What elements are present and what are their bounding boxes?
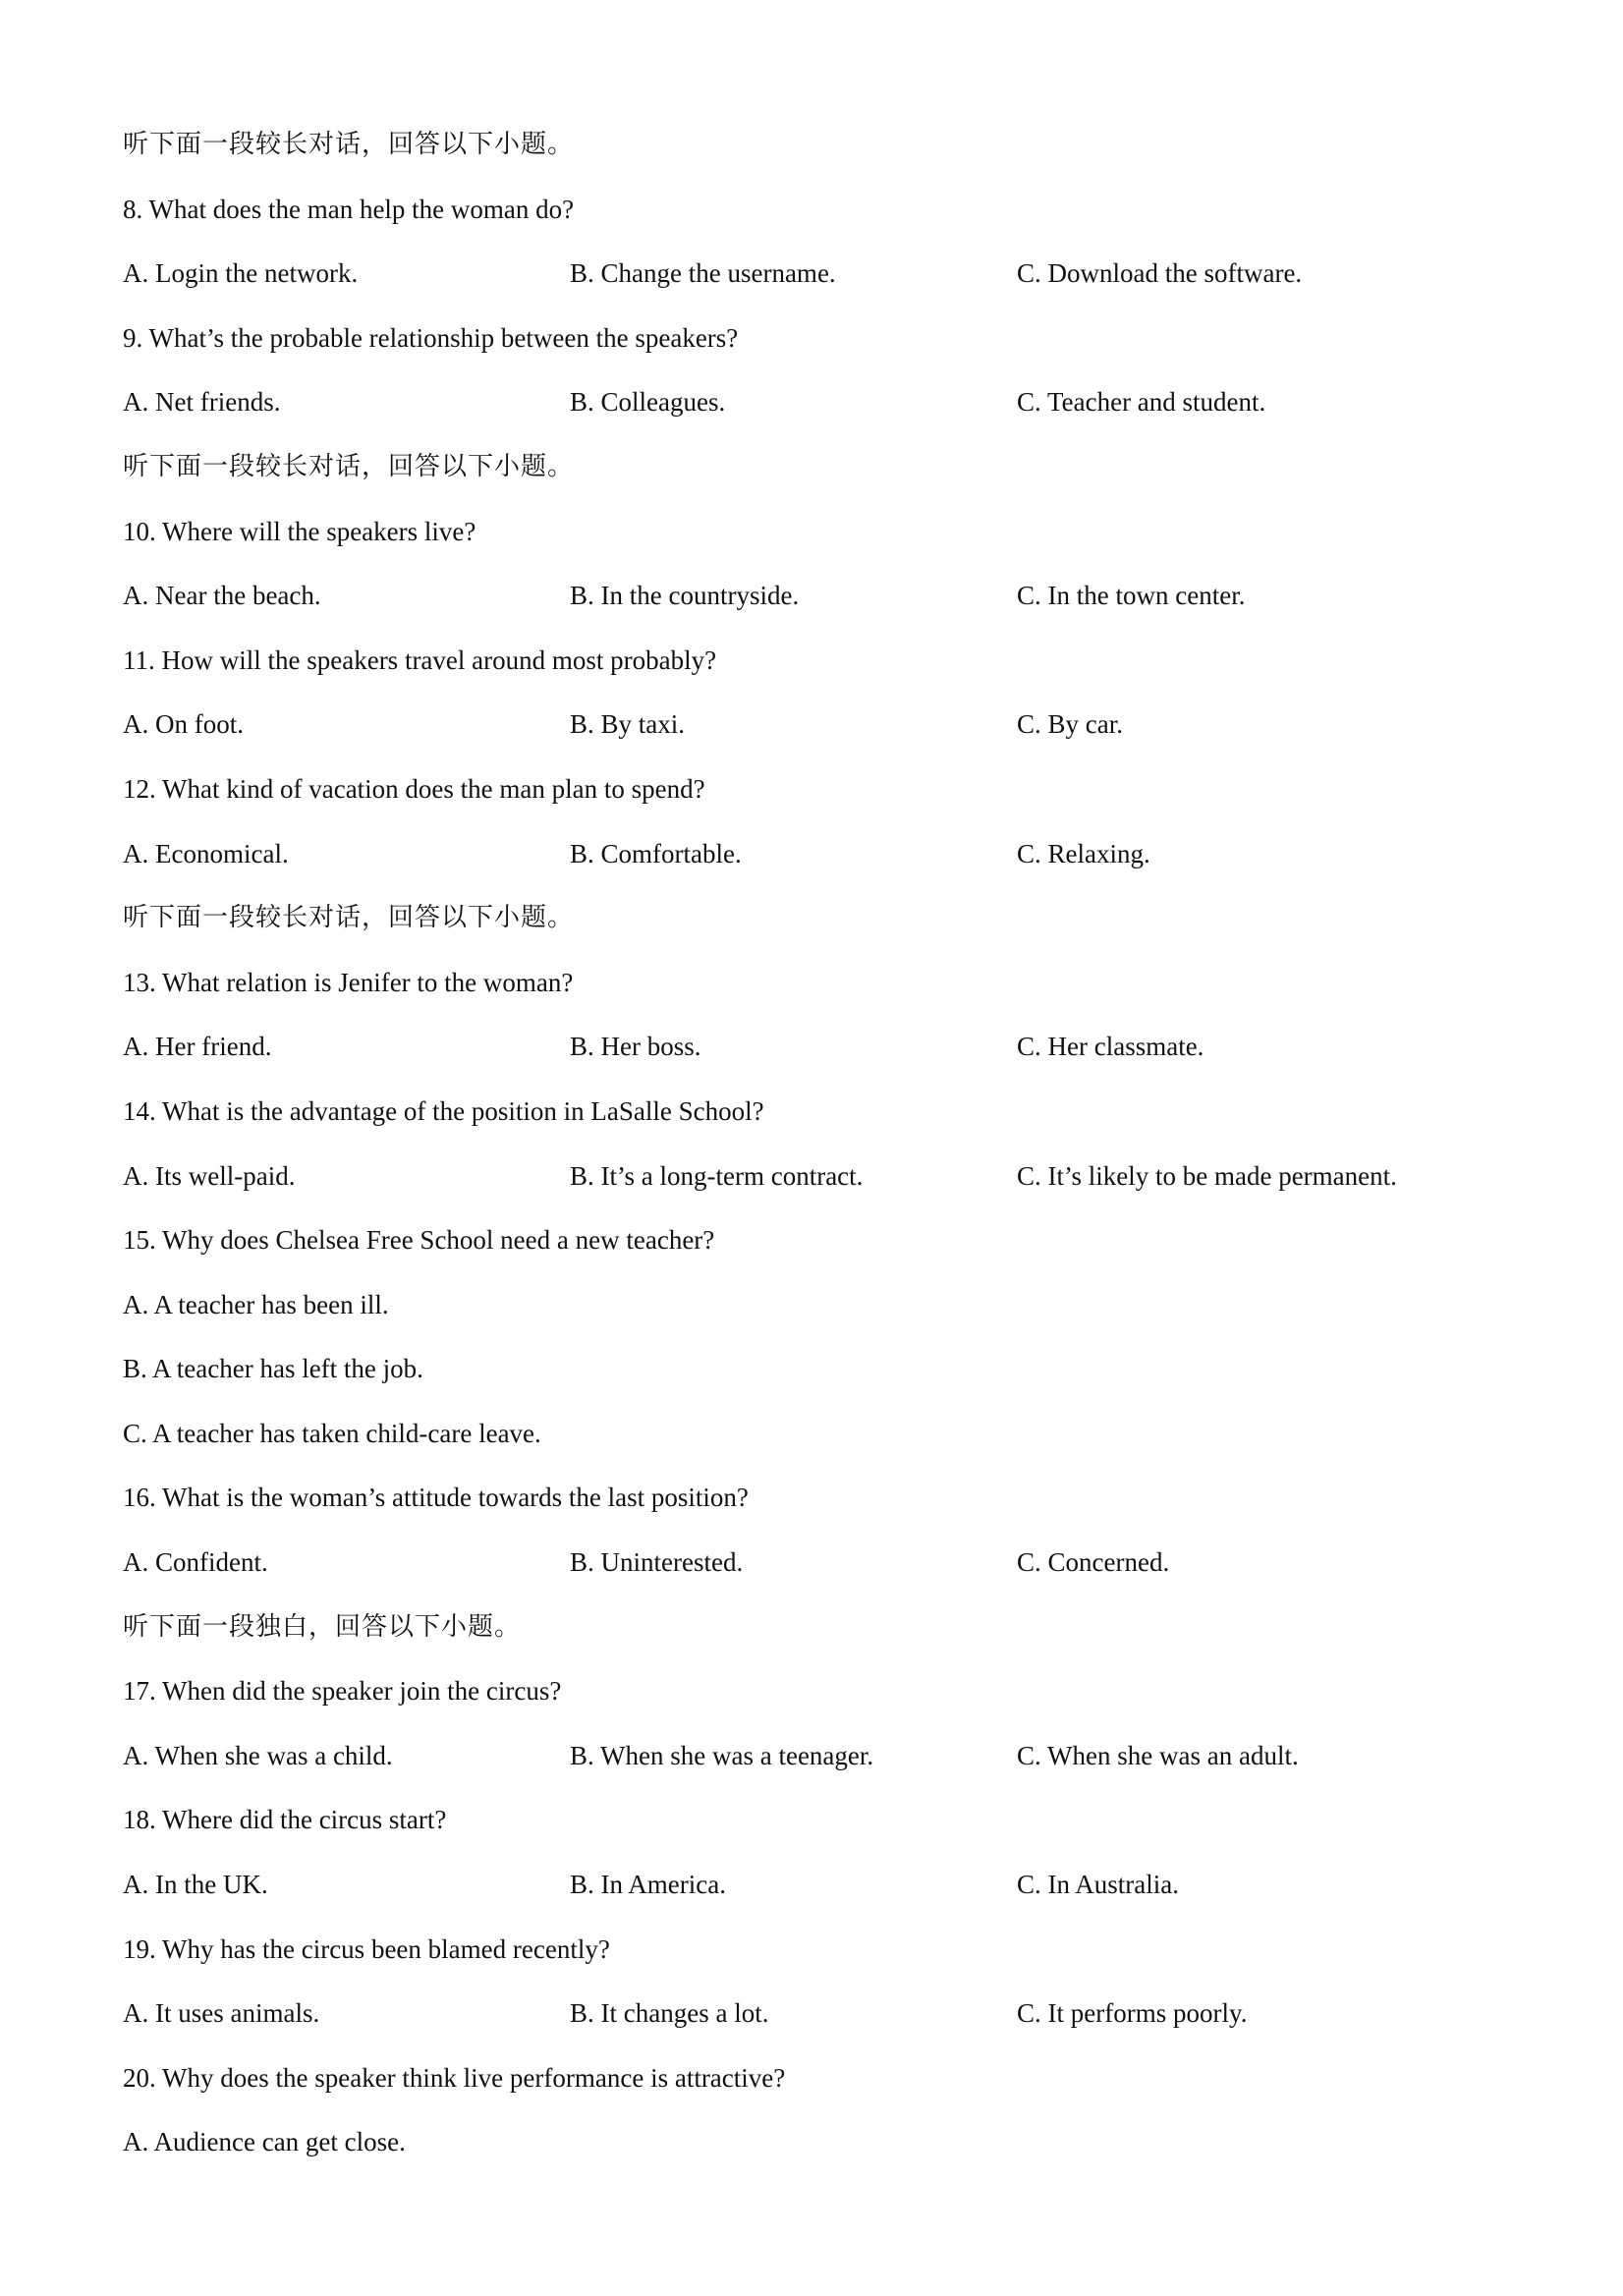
answer-option: B. By taxi.: [570, 709, 686, 740]
answer-options-row: [123, 1540, 1498, 1604]
answer-option: B. In the countryside.: [570, 581, 800, 611]
answer-options-row: [123, 251, 1498, 315]
answer-option: C. Concerned.: [1017, 1547, 1170, 1578]
answer-option: A. It uses animals.: [123, 1998, 320, 2029]
answer-option: B. It changes a lot.: [570, 1998, 769, 2029]
answer-option: C. In the town center.: [1017, 581, 1246, 611]
answer-option: B. Change the username.: [570, 258, 836, 289]
question-stem: 10. Where will the speakers live?: [123, 516, 476, 546]
answer-options-row: [123, 379, 1498, 444]
answer-option: B. In America.: [570, 1870, 726, 1900]
question-stem: 9. What’s the probable relationship between the speakers?: [123, 322, 739, 353]
answer-option: A. In the UK.: [123, 1870, 268, 1900]
answer-option: C. When she was an adult.: [1017, 1740, 1299, 1770]
section-instruction: 听下面一段较长对话，回答以下小题。: [123, 903, 575, 933]
answer-options-row: [123, 831, 1498, 896]
answer-option: B. It’s a long-term contract.: [570, 1160, 864, 1191]
answer-option: C. Relaxing.: [1017, 838, 1150, 868]
answer-option: B. Uninterested.: [570, 1547, 744, 1578]
question-stem: 20. Why does the speaker think live performance is attractive?: [123, 2062, 786, 2093]
answer-option: B. Comfortable.: [570, 838, 742, 868]
answer-options-row: [123, 1733, 1498, 1798]
question-stem: 19. Why has the circus been blamed recently?: [123, 1933, 610, 1964]
answer-option: A. Confident.: [123, 1547, 268, 1578]
question-stem: 13. What relation is Jenifer to the woman?: [123, 967, 574, 997]
answer-option: C. Teacher and student.: [1017, 387, 1266, 418]
answer-option: A. A teacher has been ill.: [123, 1289, 389, 1319]
answer-option: B. Colleagues.: [570, 387, 726, 418]
answer-option: A. When she was a child.: [123, 1740, 393, 1770]
answer-option: A. Net friends.: [123, 387, 281, 418]
exam-page: [123, 122, 1498, 2184]
answer-option: C. Her classmate.: [1017, 1032, 1204, 1062]
answer-option: C. It performs poorly.: [1017, 1998, 1248, 2029]
question-stem: 8. What does the man help the woman do?: [123, 194, 575, 224]
answer-option: C. By car.: [1017, 709, 1123, 740]
section-instruction: 听下面一段独白，回答以下小题。: [123, 1611, 522, 1642]
answer-option: B. When she was a teenager.: [570, 1740, 874, 1770]
section-instruction: 听下面一段较长对话，回答以下小题。: [123, 130, 575, 159]
question-stem: 11. How will the speakers travel around most probably?: [123, 644, 717, 675]
answer-option: B. A teacher has left the job.: [123, 1354, 423, 1384]
answer-options-row: [123, 701, 1498, 766]
answer-option: A. Login the network.: [123, 258, 359, 289]
answer-option: A. Economical.: [123, 838, 289, 868]
answer-options-row: [123, 1990, 1498, 2055]
question-stem: 17. When did the speaker join the circus?: [123, 1676, 562, 1707]
answer-option: A. Near the beach.: [123, 581, 321, 611]
answer-options-row: [123, 1024, 1498, 1089]
answer-option: A. On foot.: [123, 709, 244, 740]
answer-option: A. Audience can get close.: [123, 2127, 406, 2157]
answer-option: C. A teacher has taken child-care leave.: [123, 1418, 541, 1448]
answer-option: C. Download the software.: [1017, 258, 1303, 289]
question-stem: 16. What is the woman’s attitude towards the last position?: [123, 1483, 749, 1513]
answer-options-row: [123, 1153, 1498, 1218]
question-stem: 12. What kind of vacation does the man plan to spend?: [123, 773, 705, 804]
answer-option: C. It’s likely to be made permanent.: [1017, 1160, 1397, 1191]
answer-options-row: [123, 573, 1498, 638]
answer-option: C. In Australia.: [1017, 1870, 1179, 1900]
question-stem: 18. Where did the circus start?: [123, 1805, 447, 1835]
answer-option: B. Her boss.: [570, 1032, 701, 1062]
section-instruction: 听下面一段较长对话，回答以下小题。: [123, 451, 575, 481]
answer-option: A. Its well-paid.: [123, 1160, 296, 1191]
answer-options-row: [123, 1862, 1498, 1927]
answer-option: A. Her friend.: [123, 1032, 272, 1062]
question-stem: 15. Why does Chelsea Free School need a new teacher?: [123, 1225, 715, 1256]
question-stem: 14. What is the advantage of the position in LaSalle School?: [123, 1095, 764, 1126]
